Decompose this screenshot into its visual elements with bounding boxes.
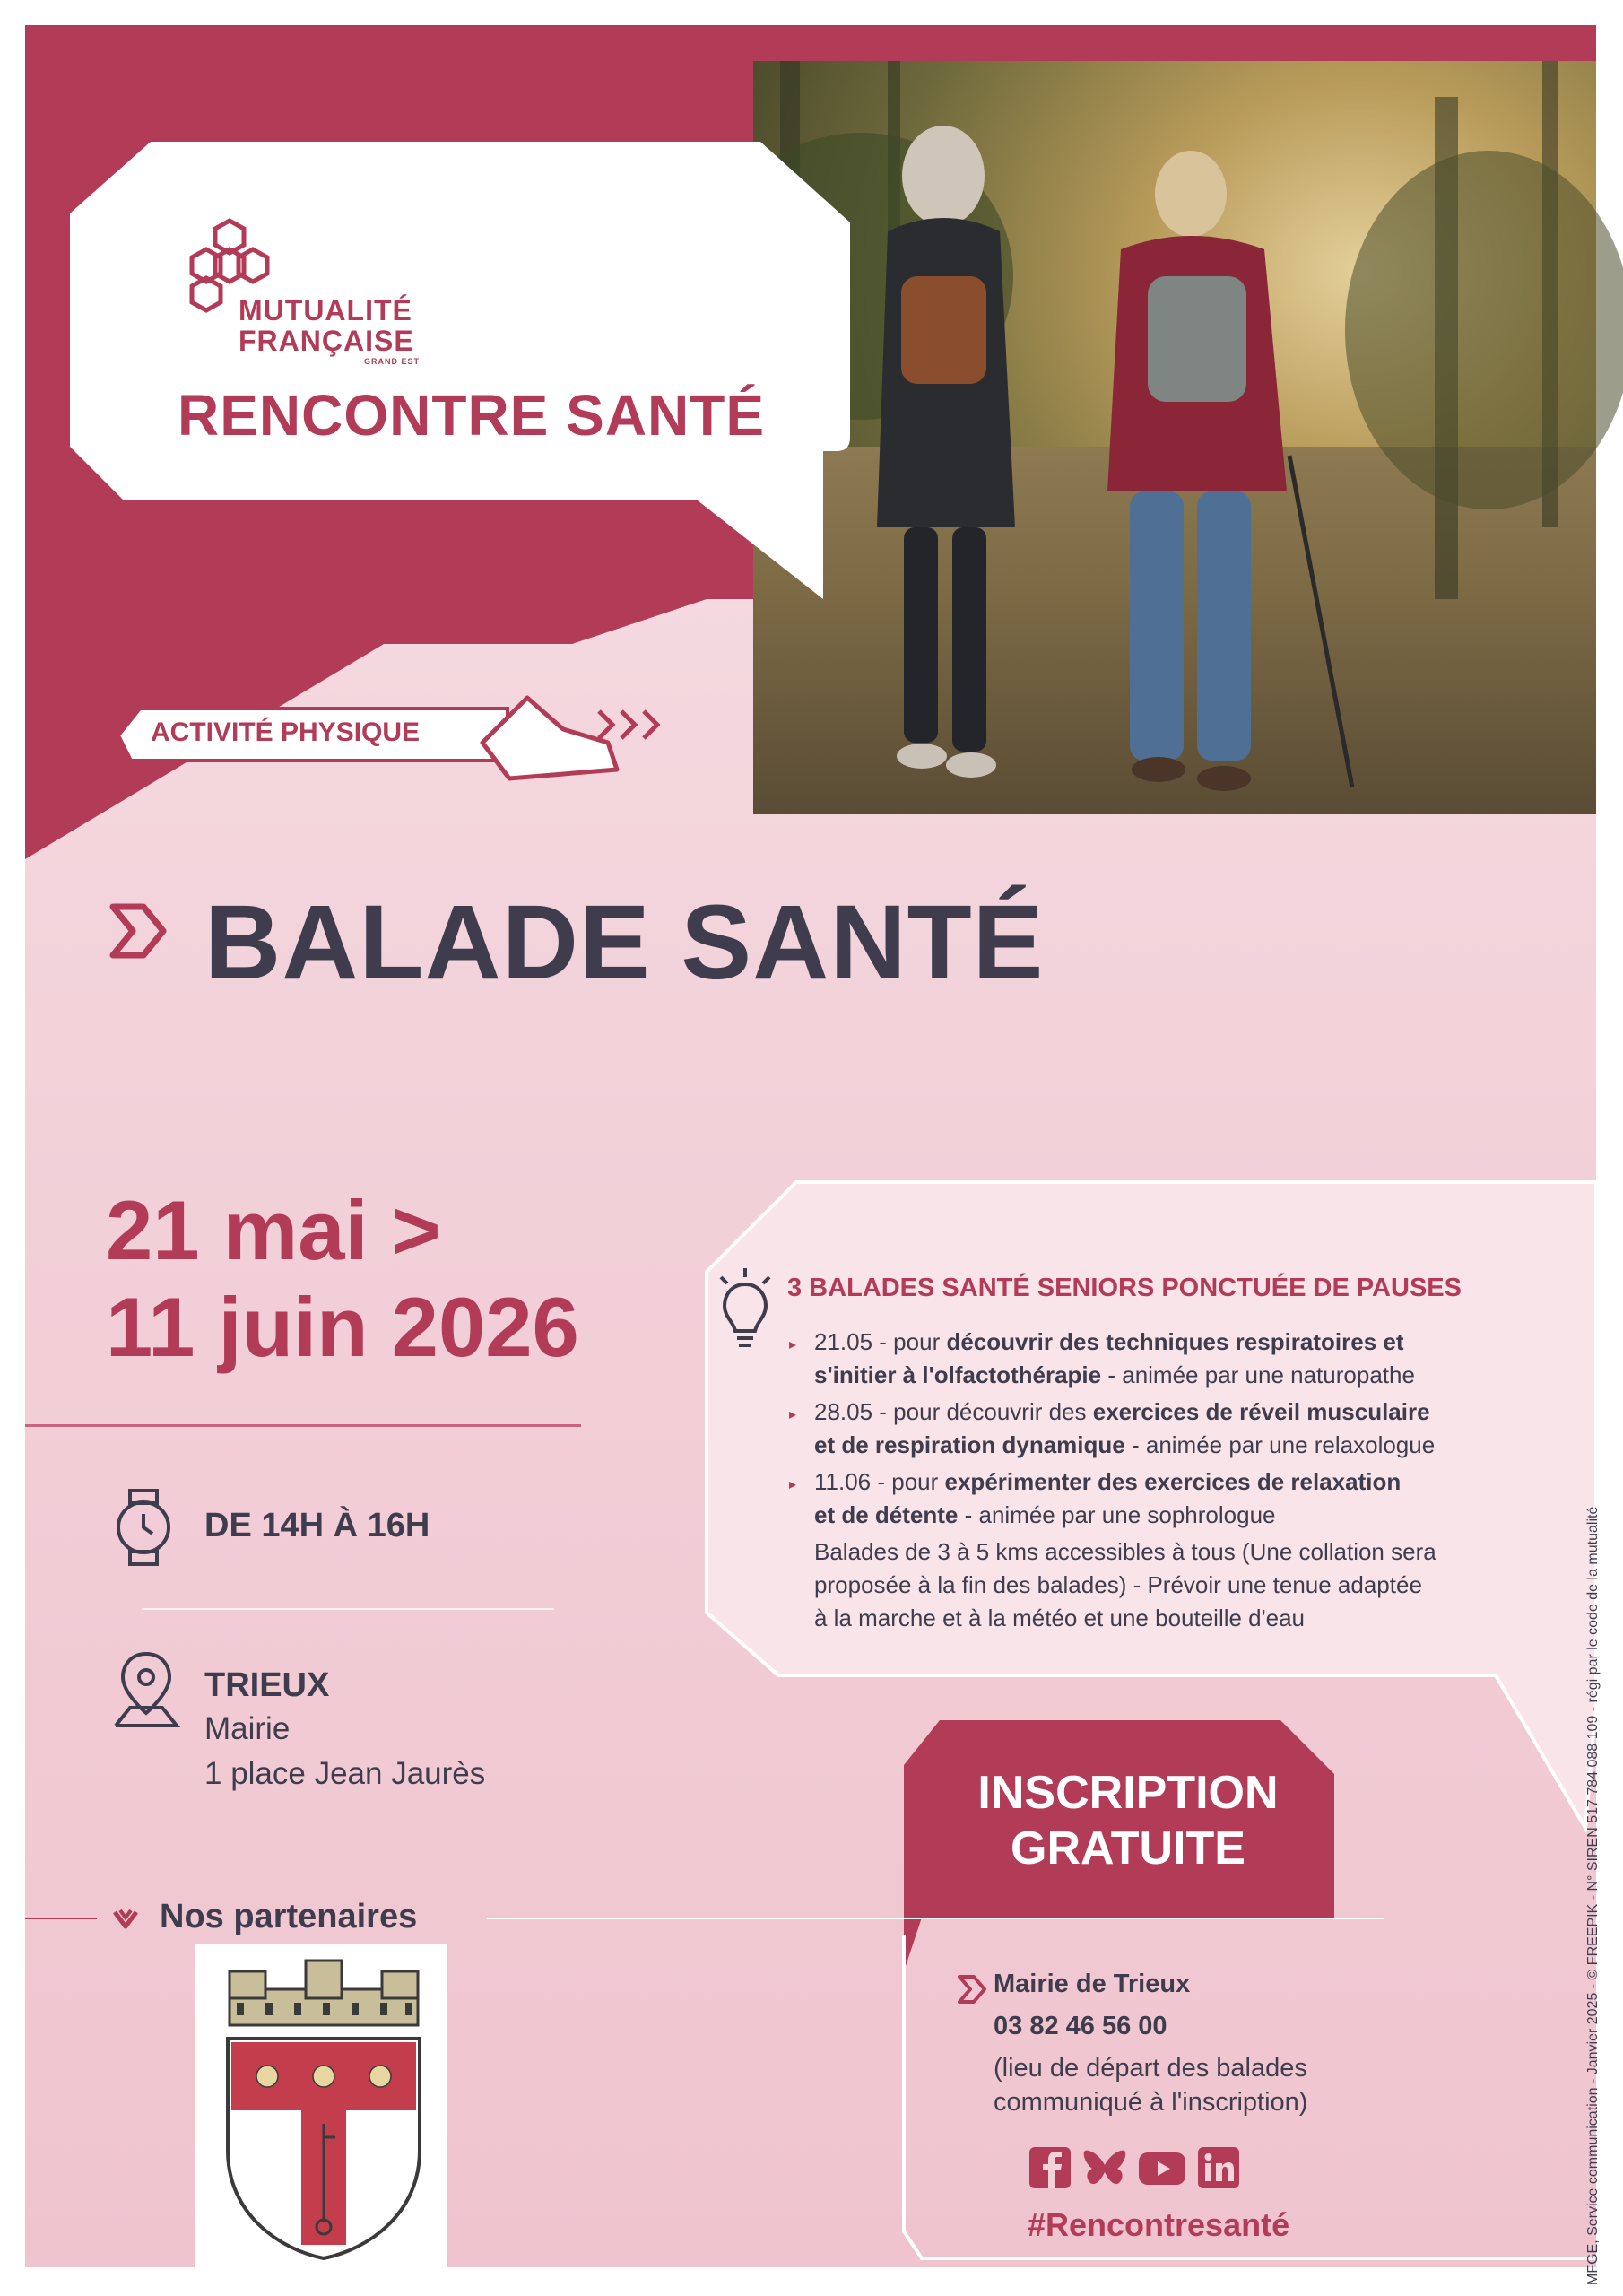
divider (487, 1918, 1384, 1919)
divider (25, 1424, 581, 1427)
watch-icon (108, 1487, 179, 1568)
list-item: ▸ 21.05 - pour découvrir des techniques respiratoires et s'initier à l'olfactothérapie - animée par une naturopathe (789, 1328, 1415, 1388)
program-title: 3 BALADES SANTÉ SENIORS PONCTUÉE DE PAUSES (787, 1274, 1462, 1302)
poster (25, 25, 1601, 2285)
trieux-coat-of-arms-icon (212, 1953, 436, 2263)
contact-phone[interactable]: 03 82 46 56 00 (994, 2012, 1167, 2040)
heart-chevron-icon (109, 1905, 142, 1937)
logo-region: GRAND EST (364, 357, 421, 366)
facebook-icon (1029, 2147, 1071, 2188)
hashtag-link[interactable]: #Rencontresanté (1028, 2206, 1290, 2243)
lightbulb-icon (714, 1265, 777, 1354)
date-line1: 21 mai > (106, 1183, 441, 1277)
legal-side-text: MFGE, Service communication - Janvier 2025 - © FREEPIK - N° SIREN 517 784 088 109 - régi par le code de la mutualité (1585, 1506, 1601, 2285)
youtube-icon (1139, 2152, 1185, 2185)
chevron-right-icon (956, 1973, 988, 2005)
location-pin-icon (110, 1648, 182, 1729)
linkedin-icon (1198, 2147, 1239, 2188)
contact-name: Mairie de Trieux (994, 1970, 1191, 1998)
contact-note-line1: (lieu de départ des balades (994, 2054, 1307, 2083)
title-bubble (70, 142, 877, 608)
registration-title: INSCRIPTION GRATUITE (977, 1767, 1279, 1874)
time-label: DE 14H À 16H (204, 1507, 430, 1544)
logo-name-line1: MUTUALITÉ (239, 294, 412, 326)
social-icons (1028, 2142, 1243, 2196)
sneaker-icon (473, 680, 680, 805)
date-line2: 11 juin 2026 (106, 1280, 579, 1374)
location-place: Mairie (204, 1711, 291, 1746)
bluesky-icon (1084, 2151, 1126, 2184)
header-title: RENCONTRE SANTÉ (178, 383, 766, 448)
divider (142, 1608, 554, 1610)
partners-label: Nos partenaires (160, 1898, 418, 1935)
divider (25, 1918, 97, 1919)
category-label: ACTIVITÉ PHYSIQUE (151, 718, 421, 747)
location-address: 1 place Jean Jaurès (204, 1756, 486, 1791)
program-list (789, 1326, 1576, 1635)
list-item: ▸ 28.05 - pour découvrir des exercices de réveil musculaire et de respiration dynamique - animée par une relaxologue (789, 1398, 1436, 1458)
hero-photo (753, 61, 1596, 814)
event-title: BALADE SANTÉ (204, 883, 1045, 1002)
logo-name-line2: FRANÇAISE (239, 325, 414, 357)
contact-note-line2: communiqué à l'inscription) (994, 2088, 1308, 2117)
location-city: TRIEUX (204, 1666, 330, 1704)
program-note: Balades de 3 à 5 kms accessibles à tous (Une collation sera proposée à la fin des balades) - Prévoir une tenue adaptée à la marche et à la météo et une bouteille d'eau (814, 1538, 1436, 1631)
list-item: ▸ 11.06 - pour expérimenter des exercices de relaxation et de détente - animée par une sophrologue (789, 1468, 1402, 1528)
chevron-right-icon (106, 900, 169, 962)
